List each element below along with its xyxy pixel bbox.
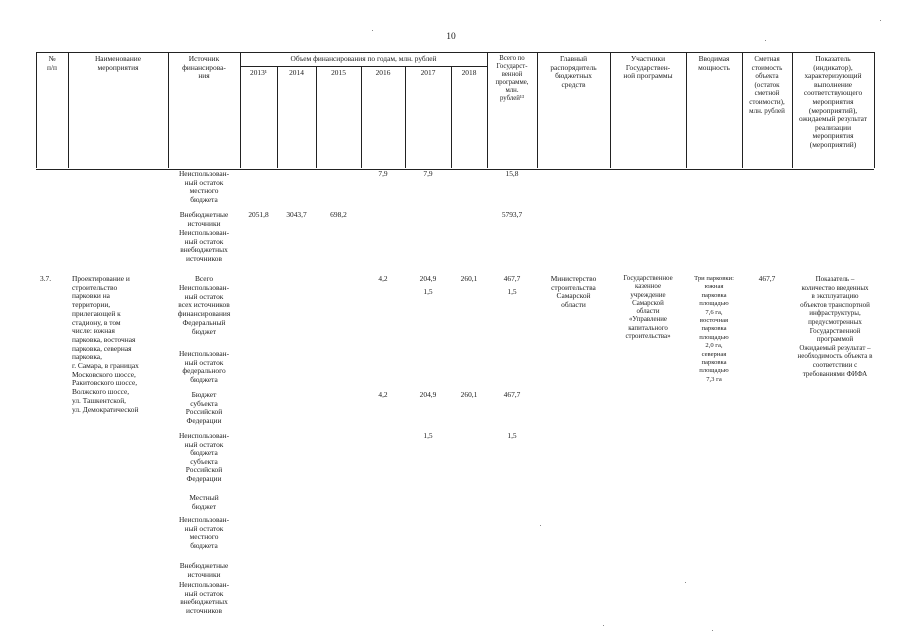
scan-speck	[765, 40, 766, 41]
participants-cell: Государственное казенное учреждение Самарской области «Управление капитального строительства»	[623, 275, 673, 341]
header-year: 2017	[420, 68, 436, 77]
source-label: Неиспользован- ный остаток всех источников финансирования	[177, 283, 231, 318]
years-divider	[240, 66, 487, 67]
source-label: Местный бюджет	[189, 493, 219, 511]
scan-speck	[540, 525, 541, 526]
item-number: 3.7.	[40, 274, 52, 283]
cell-2014: 3043,7	[286, 210, 307, 219]
header-admin: Главный распорядитель бюджетных средств	[550, 54, 597, 89]
header-cost: Сметная стоимость объекта (остаток сметной стоимости), млн. рублей	[749, 55, 785, 115]
table-border	[405, 66, 406, 168]
source-label: Неиспользован- ный остаток местного бюджета	[178, 515, 230, 550]
cell-2013: 2051,8	[248, 210, 269, 219]
table-border	[316, 66, 317, 168]
header-source: Источник финансирова- ния	[182, 54, 226, 81]
cell-2016: 7,9	[378, 169, 388, 178]
cell-2017: 204,9	[419, 390, 437, 399]
cell-total: 1,5	[507, 431, 517, 440]
cell-total: 467,7	[503, 390, 521, 399]
cell-2017: 204,9	[419, 274, 437, 283]
cell-total: 5793,7	[501, 210, 523, 219]
indicator-cell: Показатель – количество введенных в эксплуатацию объектов транспортной инфраструктуры, предусмотренных Государственной программой Ожидаемый результат – необходимость объекта в соответствии с требованиями ФИФА	[797, 275, 873, 378]
source-label: Неиспользован- ный остаток бюджета субъекта Российской Федерации	[178, 431, 230, 483]
cell-2017: 1,5	[423, 287, 433, 296]
source-label: Внебюджетные источники	[179, 561, 229, 579]
scan-speck	[603, 625, 604, 626]
header-year: 2016	[375, 68, 391, 77]
header-num: № п/п	[47, 54, 57, 72]
table-border	[874, 52, 875, 168]
scan-speck	[685, 582, 686, 583]
cell-2016: 4,2	[378, 390, 388, 399]
header-year: 2013¹	[250, 68, 267, 77]
cell-2016: 4,2	[378, 274, 388, 283]
scan-speck	[712, 630, 713, 631]
cost-cell: 467,7	[758, 274, 776, 283]
header-participants: Участники Государствен- ной программы	[623, 54, 673, 81]
header-year: 2015	[331, 68, 346, 77]
table-border	[451, 66, 452, 168]
header-year: 2014	[289, 68, 304, 77]
source-label: Федеральный бюджет	[182, 318, 226, 336]
cell-2015: 698,2	[330, 210, 347, 219]
page-number: 10	[446, 32, 456, 42]
source-label: Бюджет субъекта Российской Федерации	[185, 390, 223, 425]
header-indicator: Показатель (индикатор), характеризующий выполнение соответствующего мероприятия (мероприятий), ожидаемый результат реализации мероприятия (мероприятий)	[799, 54, 867, 149]
cell-total: 15,8	[505, 169, 519, 178]
scan-speck	[880, 20, 881, 21]
cell-total: 467,7	[503, 274, 521, 283]
header-total: Всего по Государст- венной программе, млн. рублей¹³	[495, 55, 529, 102]
source-label: Всего	[194, 274, 214, 283]
table-border	[277, 66, 278, 168]
cell-2017: 7,9	[423, 169, 433, 178]
cell-2017: 1,5	[423, 431, 433, 440]
cell-2018: 260,1	[460, 274, 478, 283]
source-label: Неиспользован- ный остаток местного бюджета	[178, 169, 230, 204]
item-name: Проектирование и строительство парковки на территории, прилегающей к стадиону, в том числе: южная парковка, восточная парковка, северная парковка, г. Самара, в границах Московского шоссе, Ракитовского шоссе, Волжского шоссе, ул. Ташкентской, ул. Демократической	[72, 274, 139, 414]
cell-total: 1,5	[507, 287, 517, 296]
table-border	[361, 66, 362, 168]
source-label: Неиспользован- ный остаток федерального бюджета	[178, 349, 230, 384]
scan-speck	[372, 30, 373, 31]
cell-2018: 260,1	[460, 390, 478, 399]
header-name: Наименование мероприятия	[94, 54, 142, 72]
source-label: Неиспользован- ный остаток внебюджетных источников	[178, 228, 230, 263]
source-label: Внебюджетные источники	[179, 210, 229, 228]
header-funding: Объем финансирования по годам, млн. рублей	[290, 54, 437, 63]
header-year: 2018	[461, 68, 477, 77]
source-label: Неиспользован- ный остаток внебюджетных источников	[178, 580, 230, 615]
header-capacity: Вводимая мощность	[698, 54, 730, 72]
admin-cell: Министерство строительства Самарской области	[550, 274, 597, 309]
capacity-cell: Три парковки: южная парковка площадью 7,6 га, восточная парковка площадью 2,0 га, северная парковка площадью 7,3 га	[694, 275, 734, 383]
